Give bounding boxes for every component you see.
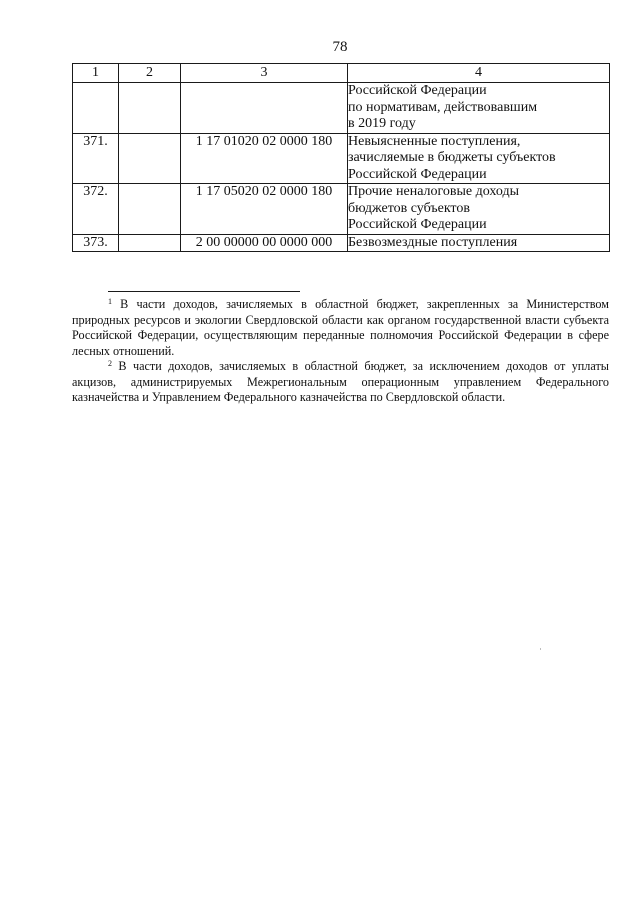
row-col2 <box>119 83 181 134</box>
income-code: 1 17 01020 02 0000 180 <box>181 133 348 184</box>
row-col2 <box>119 234 181 252</box>
income-code <box>181 83 348 134</box>
table-header-row <box>73 64 610 83</box>
footnote-separator <box>108 291 300 292</box>
footnote-marker: 1 <box>108 297 112 306</box>
income-name-line: в 2019 году <box>348 116 416 131</box>
income-name-line: Российской Федерации <box>348 83 487 98</box>
column-header-2: 2 <box>119 64 181 83</box>
income-name-line: Безвозмездные поступления <box>348 234 518 250</box>
income-name-line: Невыясненные поступления, <box>348 133 521 149</box>
footnote-1 <box>72 297 609 359</box>
table-row <box>73 83 610 134</box>
footnote-marker: 2 <box>108 359 112 368</box>
scan-speck <box>540 648 541 650</box>
row-number: 372. <box>73 184 119 235</box>
page-number: 78 <box>332 39 348 55</box>
table-row <box>73 184 610 235</box>
income-name <box>348 234 610 252</box>
income-name-line: зачисляемые в бюджеты субъектов <box>348 150 556 165</box>
row-col2 <box>119 133 181 184</box>
income-name-line: Российской Федерации <box>348 166 487 182</box>
column-header-1: 1 <box>73 64 119 83</box>
income-name <box>348 83 610 134</box>
column-header-4: 4 <box>348 64 610 83</box>
row-number <box>73 83 119 134</box>
table-row <box>73 234 610 252</box>
income-name-line: бюджетов субъектов <box>348 200 470 216</box>
income-name-line: Российской Федерации <box>348 217 487 232</box>
footnote-2 <box>72 359 609 406</box>
income-code: 1 17 05020 02 0000 180 <box>181 184 348 235</box>
footnote-text: В части доходов, зачисляемых в областной бюджет, за исключением доходов от уплаты акцизов, администрируемых Межрегиональным операционным управлением Федерального казначейства и Управлением Федерального казначейства по Свердловской области. <box>72 359 609 404</box>
footnotes <box>72 297 609 406</box>
table-row <box>73 133 610 184</box>
income-name-line: Прочие неналоговые доходы <box>348 184 520 199</box>
row-number: 371. <box>73 133 119 184</box>
column-header-3: 3 <box>181 64 348 83</box>
income-code: 2 00 00000 00 0000 000 <box>181 234 348 252</box>
income-name <box>348 184 610 235</box>
budget-table <box>72 63 610 252</box>
row-number: 373. <box>73 234 119 252</box>
footnote-text: В части доходов, зачисляемых в областной бюджет, закрепленных за Министерством природных ресурсов и экологии Свердловской области как органом государственной власти субъекта Российской Федерации, осуществляющим переданные полномочия Российской Федерации в сфере лесных отношений. <box>72 297 609 358</box>
income-name <box>348 133 610 184</box>
income-name-line: по нормативам, действовавшим <box>348 99 538 115</box>
row-col2 <box>119 184 181 235</box>
